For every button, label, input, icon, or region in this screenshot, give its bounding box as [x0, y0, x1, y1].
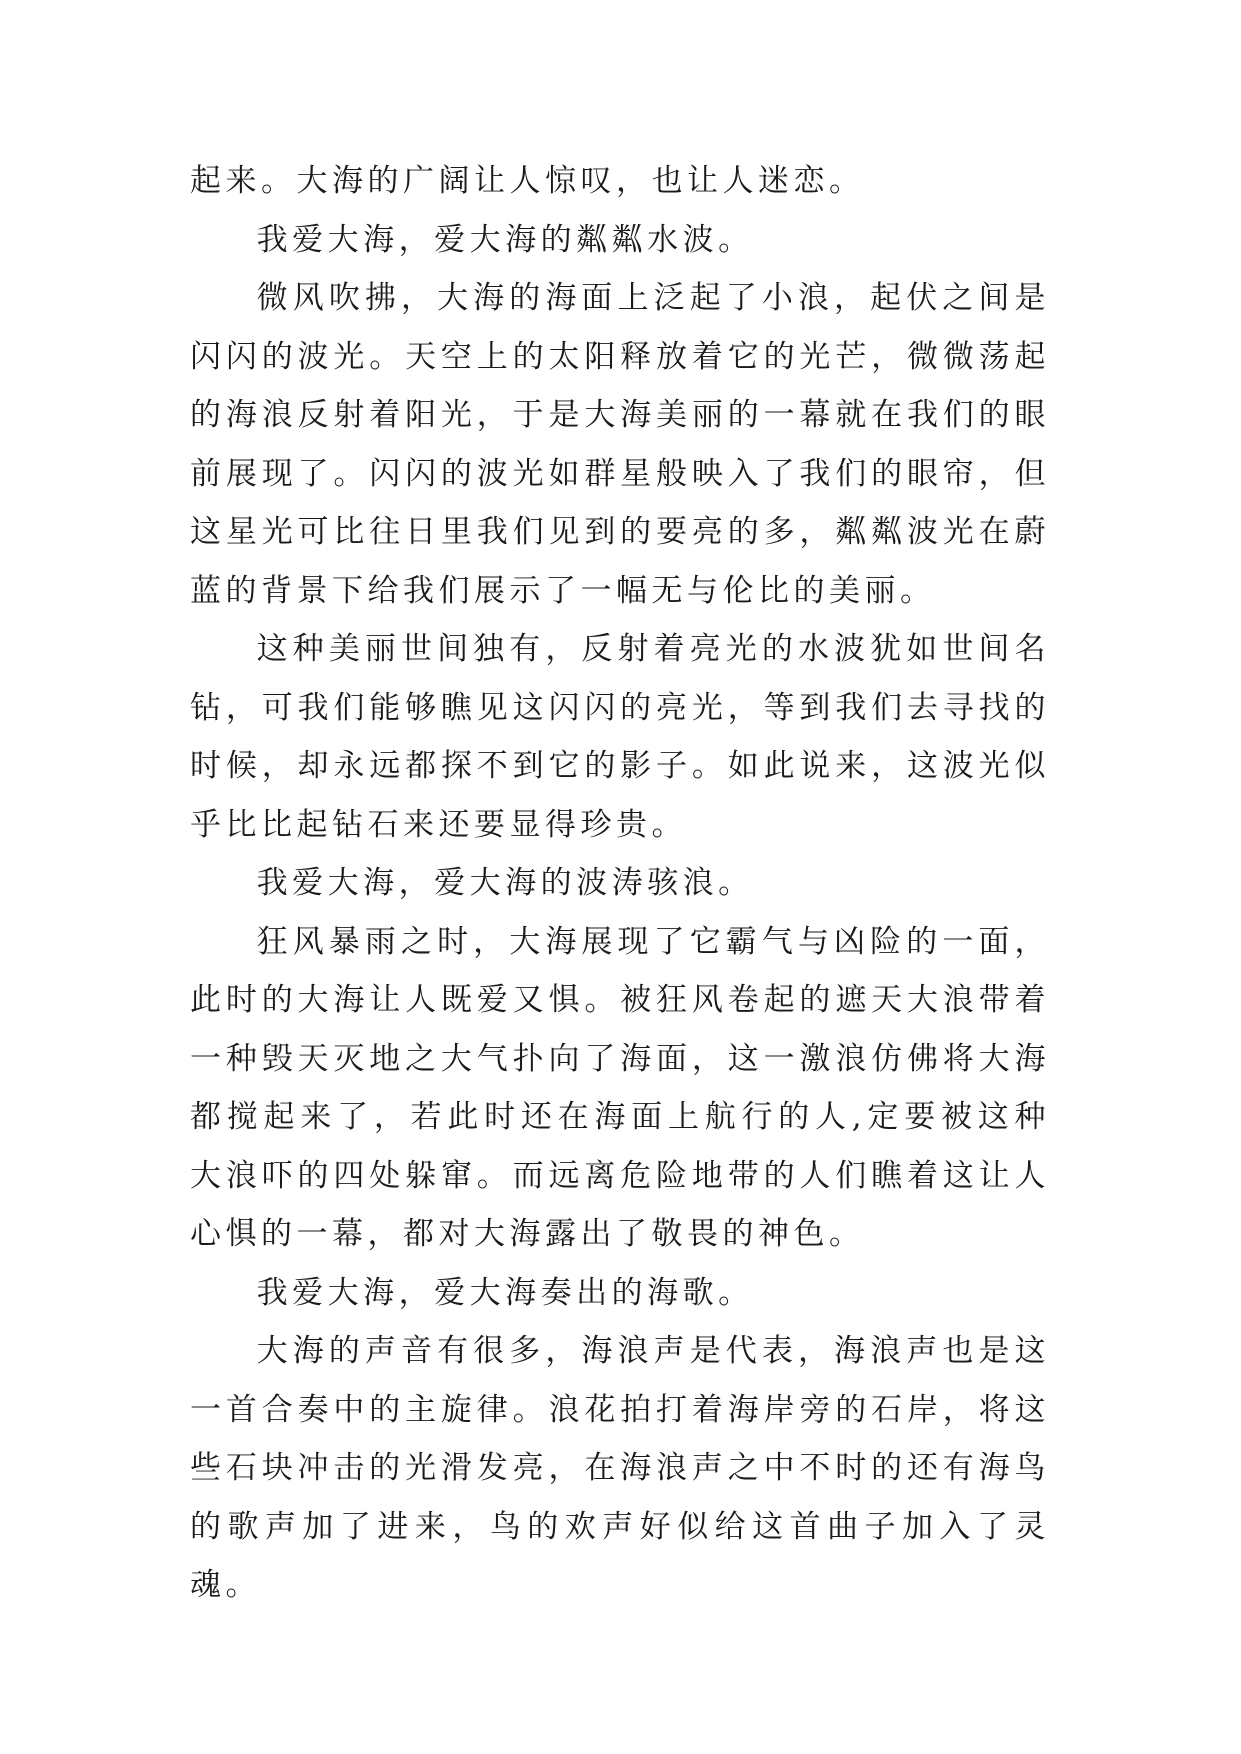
paragraph-heading-sea-song: 我爱大海，爱大海奏出的海歌。	[256, 1274, 754, 1311]
paragraph-sparkling-waves: 微风吹拂，大海的海面上泛起了小浪，起伏之间是闪闪的波光。天空上的太阳释放着它的光芒，微微荡起的海浪反射着阳光，于是大海美丽的一幕就在我们的眼前展现了。闪闪的波光如群星般映入了我们的眼帘，但这星光可比往日里我们见到的要亮的多，粼粼波光在蔚蓝的背景下给我们展示了一幅无与伦比的美丽。	[190, 280, 1050, 609]
paragraph-continuation: 起来。大海的广阔让人惊叹，也让人迷恋。	[190, 163, 865, 199]
paragraph-unique-beauty: 这种美丽世间独有，反射着亮光的水波犹如世间名钻，可我们能够瞧见这闪闪的亮光，等到我们去寻找的时候，却永远都探不到它的影子。如此说来，这波光似乎比比起钻石来还要显得珍贵。	[190, 631, 1050, 843]
paragraph-heading-sparkling-waves: 我爱大海，爱大海的粼粼水波。	[256, 221, 754, 258]
article-body	[190, 152, 1050, 1615]
paragraph-stormy-waves: 狂风暴雨之时，大海展现了它霸气与凶险的一面，此时的大海让人既爱又惧。被狂风卷起的遮天大浪带着一种毁天灭地之大气扑向了海面，这一激浪仿佛将大海都搅起来了，若此时还在海面上航行的人,定要被这种大浪吓的四处躲窜。而远离危险地带的人们瞧着这让人心惧的一幕，都对大海露出了敬畏的神色。	[190, 923, 1050, 1252]
paragraph-heading-stormy-waves: 我爱大海，爱大海的波涛骇浪。	[256, 865, 754, 901]
paragraph-sea-song: 大海的声音有很多，海浪声是代表，海浪声也是这一首合奏中的主旋律。浪花拍打着海岸旁的石岸，将这些石块冲击的光滑发亮，在海浪声之中不时的还有海鸟的歌声加了进来，鸟的欢声好似给这首曲子加入了灵魂。	[190, 1333, 1050, 1603]
